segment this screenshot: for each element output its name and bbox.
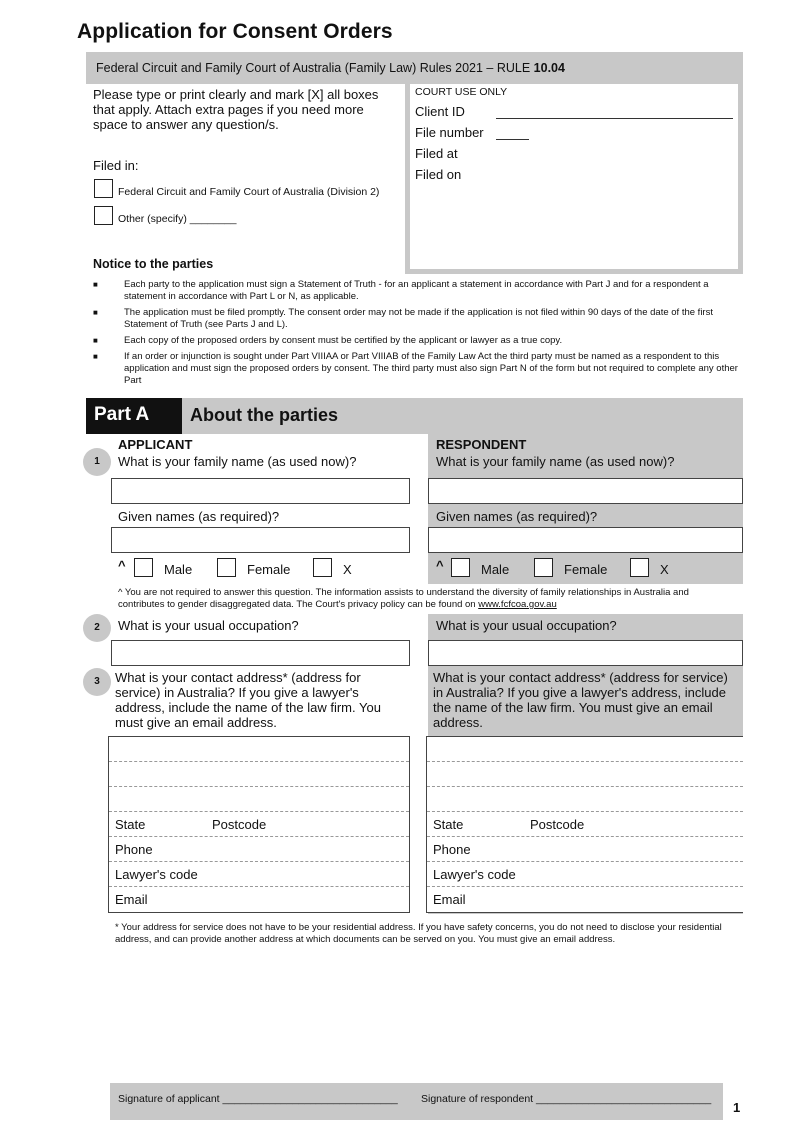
- respondent-family-name-label: What is your family name (as used now)?: [436, 454, 675, 469]
- notice-title: Notice to the parties: [93, 257, 214, 271]
- privacy-policy-link[interactable]: www.fcfcoa.gov.au: [478, 599, 557, 610]
- respondent-family-name-input[interactable]: [428, 478, 743, 504]
- rule-text: Federal Circuit and Family Court of Australia (Family Law) Rules 2021 – RULE: [96, 61, 534, 75]
- instructions: Please type or print clearly and mark [X] all boxes that apply. Attach extra pages if you need more space to answer any question/s.: [93, 87, 379, 132]
- phone-label: Phone: [433, 842, 471, 857]
- address-line-2[interactable]: [427, 762, 743, 787]
- rule-number: 10.04: [533, 61, 565, 75]
- email-row[interactable]: [109, 887, 409, 912]
- applicant-address-label: What is your contact address* (address for service) in Australia? If you give a lawyer's address, include the name of the law firm. You must give an email address.: [115, 670, 381, 730]
- respondent-male-label: Male: [481, 562, 510, 577]
- part-a-title: About the parties: [190, 405, 339, 425]
- state-label: State: [433, 817, 464, 832]
- notice-item: ■ The application must be filed promptly. The consent order may not be made if the application is not filed within 90 days of the date of the first Statement of Truth (see Parts J and L).: [93, 307, 713, 330]
- applicant-female-label: Female: [247, 562, 291, 577]
- file-number-line[interactable]: [496, 139, 529, 140]
- respondent-x-label: X: [660, 562, 669, 577]
- part-a-bar: [86, 398, 743, 434]
- question-number-2: 2: [83, 614, 111, 642]
- client-id-line[interactable]: [496, 118, 733, 119]
- applicant-occupation-label: What is your usual occupation?: [118, 618, 299, 633]
- gender-note: ^ You are not required to answer this question. The information assists to understand the diversity of family relationships in Australia and contributes to gender disaggregated data. The Court's privacy policy can be found on www.fcfcoa.gov.au: [118, 587, 689, 610]
- bullet-icon: ■: [93, 308, 98, 317]
- filed-on-label: Filed on: [415, 167, 462, 182]
- state-postcode-row[interactable]: [427, 812, 743, 837]
- notice-list: [93, 279, 743, 391]
- lawyer-code-row[interactable]: [109, 862, 409, 887]
- applicant-occupation-input[interactable]: [111, 640, 410, 666]
- notice-item: ■ Each copy of the proposed orders by consent must be certified by the applicant or lawyer as a true copy.: [93, 335, 563, 346]
- filed-in-label: Filed in:: [93, 158, 139, 173]
- applicant-male-label: Male: [164, 562, 193, 577]
- part-a-label: Part A: [86, 398, 182, 434]
- address-line-3[interactable]: [427, 787, 743, 812]
- address-footnote: * Your address for service does not have to be your residential address. If you have safety concerns, you do not need to disclose your residential address, and can provide another address at which documents can be served on you. You must give an email address.: [115, 922, 722, 945]
- page-title: Application for Consent Orders: [77, 20, 393, 43]
- respondent-female-checkbox[interactable]: [534, 558, 553, 577]
- email-label: Email: [433, 892, 466, 907]
- state-postcode-row[interactable]: [109, 812, 409, 837]
- respondent-given-names-input[interactable]: [428, 527, 743, 553]
- respondent-address-label: What is your contact address* (address for service) in Australia? If you give a lawyer's address, include the name of the law firm. You must give an email address.: [433, 670, 728, 730]
- address-line-2[interactable]: [109, 762, 409, 787]
- lawyer-code-label: Lawyer's code: [115, 867, 198, 882]
- gender-caret: ^: [118, 558, 126, 573]
- file-number-label: File number: [415, 125, 484, 140]
- postcode-label: Postcode: [530, 817, 585, 832]
- applicant-given-names-label: Given names (as required)?: [118, 509, 280, 524]
- applicant-address-box[interactable]: [108, 736, 410, 913]
- lawyer-code-row[interactable]: [427, 862, 743, 887]
- question-number-1: 1: [83, 448, 111, 476]
- bullet-icon: ■: [93, 336, 98, 345]
- applicant-x-checkbox[interactable]: [313, 558, 332, 577]
- address-line-1[interactable]: [427, 737, 743, 762]
- email-row[interactable]: [427, 887, 743, 912]
- page-number: 1: [733, 1100, 741, 1115]
- bullet-icon: ■: [93, 280, 98, 289]
- notice-item: ■ Each party to the application must sign a Statement of Truth - for an applicant a statement in accordance with Part J and for a respondent a statement in accordance with Part L or N, as applicable.: [93, 279, 709, 302]
- phone-row[interactable]: [427, 837, 743, 862]
- notice-item: ■ If an order or injunction is sought under Part VIIIAA or Part VIIIAB of the Family Law Act the third party must be named as a respondent to this application and must sign the proposed orders by consent. The third party must also sign Part N of the form but not required to complete any other Part: [93, 351, 738, 386]
- bullet-icon: ■: [93, 352, 98, 361]
- respondent-address-box[interactable]: [426, 736, 743, 913]
- lawyer-code-label: Lawyer's code: [433, 867, 516, 882]
- respondent-signature[interactable]: Signature of respondent ______________________________: [421, 1093, 712, 1105]
- applicant-family-name-label: What is your family name (as used now)?: [118, 454, 357, 469]
- applicant-family-name-input[interactable]: [111, 478, 410, 504]
- court-use-title: COURT USE ONLY: [415, 86, 508, 98]
- phone-label: Phone: [115, 842, 153, 857]
- applicant-signature[interactable]: Signature of applicant ______________________________: [118, 1093, 398, 1105]
- filed-in-other-label: Other (specify) ________: [118, 213, 237, 225]
- respondent-male-checkbox[interactable]: [451, 558, 470, 577]
- address-line-1[interactable]: [109, 737, 409, 762]
- filed-in-other-checkbox[interactable]: [94, 206, 113, 225]
- respondent-heading: RESPONDENT: [436, 437, 527, 452]
- signature-bar: [110, 1083, 723, 1120]
- applicant-female-checkbox[interactable]: [217, 558, 236, 577]
- gender-caret: ^: [436, 558, 444, 573]
- rule-bar: [86, 52, 743, 84]
- question-number-3: 3: [83, 668, 111, 696]
- state-label: State: [115, 817, 146, 832]
- respondent-given-names-label: Given names (as required)?: [436, 509, 598, 524]
- email-label: Email: [115, 892, 148, 907]
- client-id-label: Client ID: [415, 104, 465, 119]
- filed-at-label: Filed at: [415, 146, 458, 161]
- filed-in-division2-checkbox[interactable]: [94, 179, 113, 198]
- respondent-female-label: Female: [564, 562, 608, 577]
- respondent-occupation-input[interactable]: [428, 640, 743, 666]
- postcode-label: Postcode: [212, 817, 267, 832]
- address-line-3[interactable]: [109, 787, 409, 812]
- applicant-heading: APPLICANT: [118, 437, 193, 452]
- filed-in-division2-label: Federal Circuit and Family Court of Australia (Division 2): [118, 186, 380, 198]
- respondent-occupation-label: What is your usual occupation?: [436, 618, 617, 633]
- applicant-male-checkbox[interactable]: [134, 558, 153, 577]
- phone-row[interactable]: [109, 837, 409, 862]
- respondent-x-checkbox[interactable]: [630, 558, 649, 577]
- applicant-x-label: X: [343, 562, 352, 577]
- applicant-given-names-input[interactable]: [111, 527, 410, 553]
